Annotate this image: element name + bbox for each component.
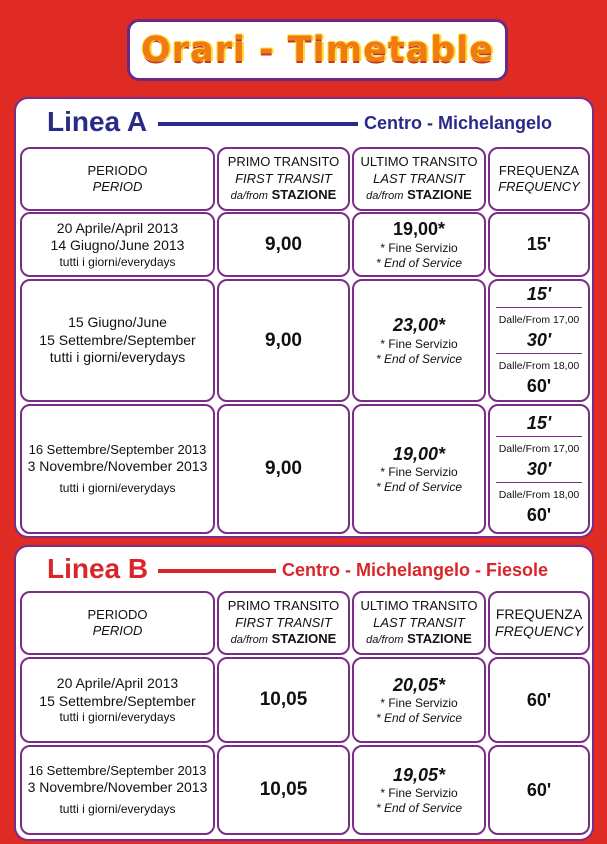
frequency: 30' [526,330,552,350]
row-b1-freq [488,657,590,743]
header-ultimo: ULTIMO TRANSITO [360,154,478,170]
period-line3: tutti i giorni/everydays [59,481,176,496]
row-b2-first [217,745,350,835]
row-b1-last [352,657,486,743]
first-time: 10,05 [259,779,308,801]
header-stazione: STAZIONE [407,186,472,202]
last-time: 23,00* [392,315,446,336]
note-fine: * Fine Servizio [380,696,458,711]
row-a3-first [217,404,350,534]
frequency: 30' [526,458,552,479]
row-b1-first [217,657,350,743]
header-first-en: FIRST TRANSIT [235,170,332,186]
header-from: da/from [366,633,404,646]
header-frequency-en: FREQUENCY [495,623,583,639]
header-frequency-en: FREQUENCY [498,179,580,194]
last-time: 19,00* [392,219,446,240]
note-end: * End of Service [375,255,463,270]
header-period [20,147,215,211]
row-a1-first [217,212,350,277]
header-period-en: PERIOD [92,179,143,194]
last-time: 19,05* [392,764,446,785]
frequency: 60' [526,376,552,396]
header-frequenza: FREQUENZA [498,162,580,178]
header-frequenza: FREQUENZA [495,605,583,622]
first-time: 9,00 [265,458,302,480]
header-ultimo: ULTIMO TRANSITO [360,598,478,614]
row-a3-last [352,404,486,534]
header-primo: PRIMO TRANSITO [227,598,340,614]
header-first [217,147,350,211]
period-line1: 20 Aprile/April 2013 [56,675,179,691]
header-primo: PRIMO TRANSITO [227,154,340,170]
line-b-panel [14,545,594,841]
line-b-route: Centro - Michelangelo - Fiesole [282,560,549,580]
frequency-from: Dalle/From 17,00 [498,442,580,455]
last-time: 19,00* [392,443,446,464]
note-end: * End of Service [375,711,463,726]
header-periodo: PERIODO [87,162,148,178]
row-a2-first [217,279,350,402]
period-line3: tutti i giorni/everydays [59,802,176,817]
line-a-panel [14,97,594,538]
header-from: da/from [230,189,268,202]
line-a-route: Centro - Michelangelo [364,113,553,133]
header-frequency [488,591,590,655]
header-period [20,591,215,655]
header-stazione: STAZIONE [271,186,337,202]
period-line2: 15 Settembre/September [39,331,196,348]
row-a1-last [352,212,486,277]
period-line1: 16 Settembre/September 2013 [28,762,207,778]
title-box [127,19,508,81]
period-line1: 20 Aprile/April 2013 [56,219,179,236]
first-time: 10,05 [259,689,308,711]
row-a1-period [20,212,215,277]
frequency-from: Dalle/From 17,00 [498,314,580,326]
period-line2: 3 Novembre/November 2013 [27,778,208,795]
line-a-bar [158,122,358,126]
header-last-en: LAST TRANSIT [373,614,465,630]
line-b-name: Linea B [47,553,149,584]
header-from: da/from [366,189,404,202]
frequency-from: Dalle/From 18,00 [498,360,580,372]
period-line1: 16 Settembre/September 2013 [28,441,207,457]
last-time: 20,05* [392,674,446,695]
frequency-from: Dalle/From 18,00 [498,488,580,501]
frequency: 15' [526,284,552,304]
row-b2-last [352,745,486,835]
header-last [352,591,486,655]
row-b2-freq [488,745,590,835]
header-first [217,591,350,655]
note-end: * End of Service [375,351,463,366]
header-from: da/from [230,633,268,646]
header-period-en: PERIOD [92,623,143,638]
header-stazione: STAZIONE [271,630,337,646]
note-fine: * Fine Servizio [380,336,458,351]
frequency: 15' [526,412,552,433]
period-line3: tutti i giorni/everydays [59,254,176,269]
freq-divider [496,307,582,308]
note-end: * End of Service [375,801,463,816]
frequency: 60' [526,689,552,710]
page-title: Orari - Timetable [140,30,494,70]
period-line3: tutti i giorni/everydays [49,349,186,366]
header-first-en: FIRST TRANSIT [235,614,332,630]
row-a1-freq [488,212,590,277]
header-last-en: LAST TRANSIT [373,170,465,186]
first-time: 9,00 [265,329,302,351]
period-line1: 15 Giugno/June [68,314,167,331]
first-time: 9,00 [265,233,302,255]
row-a2-period [20,279,215,402]
row-a2-freq [488,279,590,402]
frequency: 15' [526,234,552,255]
header-stazione: STAZIONE [407,630,472,646]
freq-divider [496,482,582,483]
note-end: * End of Service [375,480,463,495]
row-a2-last [352,279,486,402]
frequency: 60' [526,779,552,800]
row-a3-period [20,404,215,534]
row-a3-freq [488,404,590,534]
period-line2: 15 Settembre/September [39,692,196,709]
row-b1-period [20,657,215,743]
header-frequency [488,147,590,211]
frequency: 60' [526,504,552,525]
line-a-name: Linea A [47,106,148,137]
header-last [352,147,486,211]
period-line3: tutti i giorni/everydays [59,710,176,724]
header-periodo: PERIODO [87,606,148,622]
freq-divider [496,353,582,354]
note-fine: * Fine Servizio [380,786,458,801]
period-line2: 14 Giugno/June 2013 [50,237,185,253]
period-line2: 3 Novembre/November 2013 [27,457,208,474]
line-b-bar [158,569,276,573]
freq-divider [496,436,582,437]
note-fine: * Fine Servizio [380,465,458,480]
row-b2-period [20,745,215,835]
note-fine: * Fine Servizio [380,240,458,255]
